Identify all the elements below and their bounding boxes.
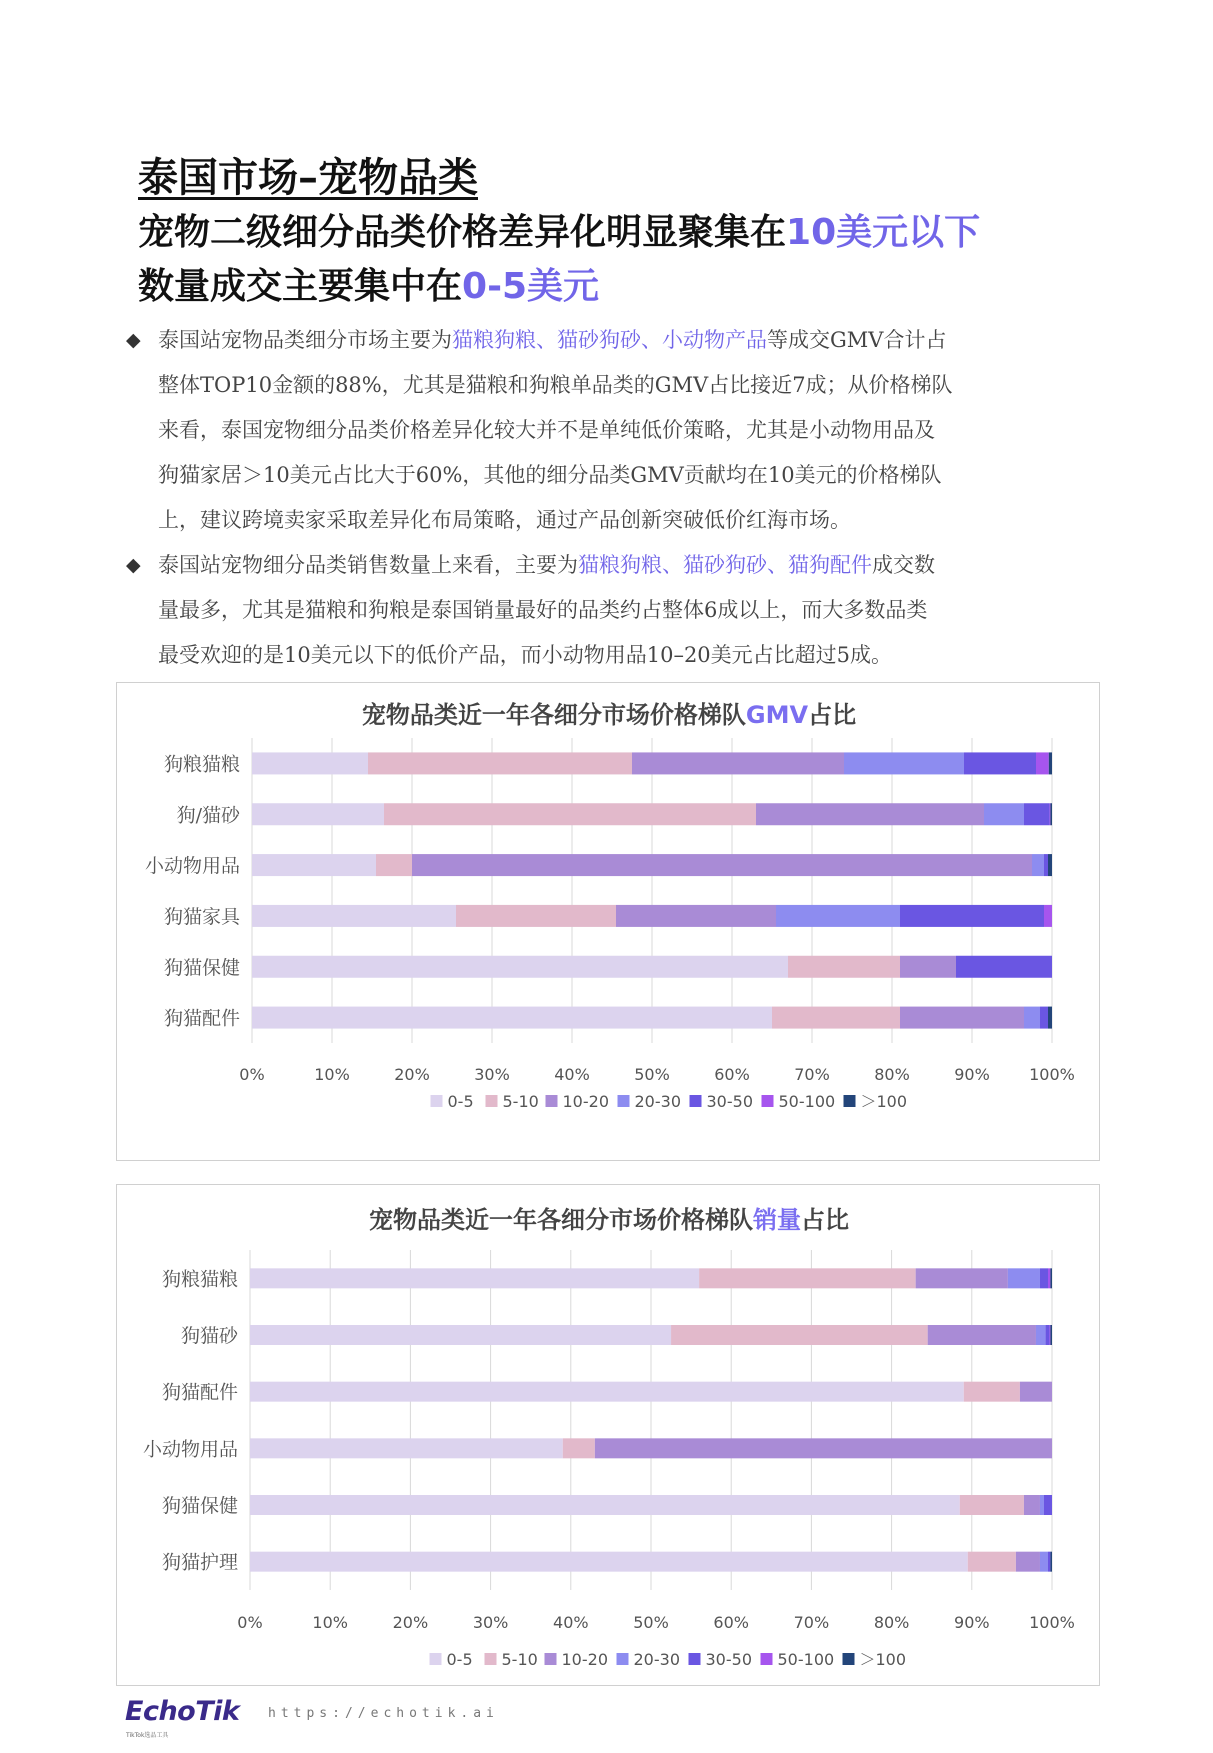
- bar-segment: [928, 1325, 1036, 1345]
- category-label: 小动物用品: [144, 855, 240, 878]
- legend-swatch: [762, 1095, 774, 1107]
- legend-label: 0-5: [447, 1092, 474, 1111]
- bar-segment: [1048, 1007, 1052, 1029]
- bar-segment: [1050, 803, 1051, 825]
- legend-swatch: [689, 1653, 701, 1665]
- subtitle-line-2: [138, 258, 599, 309]
- bullet-text-post: 成交数: [872, 553, 935, 577]
- bullet-paragraph-1: [126, 318, 1086, 543]
- legend-label: 10-20: [562, 1092, 609, 1111]
- bullet-line: [126, 633, 1086, 678]
- chart-title-hl: GMV: [745, 701, 809, 729]
- bar-segment: [756, 803, 984, 825]
- x-tick-label: 70%: [793, 1613, 830, 1632]
- diamond-bullet-icon: ◆: [126, 554, 141, 576]
- bullet-text-pre: 泰国站宠物品类细分市场主要为: [158, 328, 452, 352]
- legend-swatch: [761, 1653, 773, 1665]
- x-tick-label: 10%: [314, 1065, 350, 1084]
- bullet-paragraph-2: [126, 543, 1086, 678]
- bar-segment: [1046, 1325, 1050, 1345]
- legend-swatch: [546, 1095, 558, 1107]
- bar-segment: [412, 854, 1032, 876]
- bullet-text-pre: 泰国站宠物细分品类销售数量上来看，主要为: [158, 553, 578, 577]
- bar-segment: [960, 1495, 1024, 1515]
- legend-swatch: [690, 1095, 702, 1107]
- bar-segment: [1050, 803, 1052, 825]
- sales-chart: [117, 1185, 1101, 1687]
- category-label: 狗猫保健: [163, 956, 240, 979]
- bar-segment: [1032, 854, 1044, 876]
- bar-segment: [1020, 1382, 1052, 1402]
- bar-segment: [1050, 1325, 1052, 1345]
- legend-label: 20-30: [633, 1650, 680, 1669]
- category-label: 小动物用品: [142, 1438, 238, 1461]
- category-label: 狗猫护理: [161, 1551, 238, 1574]
- legend-label: 30-50: [705, 1650, 752, 1669]
- subtitle-1-text: 宠物二级细分品类价格差异化明显聚集在: [138, 212, 787, 253]
- subtitle-1-highlight: 10美元以下: [786, 212, 981, 253]
- chart-title: [362, 701, 856, 729]
- bar-segment: [252, 803, 384, 825]
- bullet-text-pre: 最受欢迎的是10美元以下的低价产品，而小动物用品10–20美元占比超过5成。: [158, 643, 893, 667]
- bar-segment: [616, 905, 776, 927]
- legend-label: 30-50: [706, 1092, 753, 1111]
- bar-segment: [1024, 1495, 1040, 1515]
- chart-title-post: 占比: [808, 701, 857, 729]
- subtitle-2-text: 数量成交主要集中在: [138, 266, 463, 307]
- legend-swatch: [618, 1095, 630, 1107]
- category-label: 狗/猫砂: [176, 804, 240, 827]
- bullet-line: [126, 363, 1086, 408]
- legend-swatch: [844, 1095, 856, 1107]
- bar-segment: [252, 752, 368, 774]
- x-tick-label: 20%: [394, 1065, 430, 1084]
- bullet-text-accent: 猫粮狗粮、猫砂狗砂、猫狗配件: [578, 553, 872, 577]
- diamond-bullet-icon: ◆: [126, 329, 141, 351]
- chart-title-hl: 销量: [753, 1206, 801, 1234]
- bar-segment: [1008, 1268, 1040, 1288]
- bar-segment: [776, 905, 900, 927]
- legend-label: ＞100: [859, 1650, 907, 1669]
- x-tick-label: 30%: [474, 1065, 510, 1084]
- bullet-line: [126, 408, 1086, 453]
- bar-segment: [964, 1382, 1020, 1402]
- page-title: 泰国市场–宠物品类: [138, 154, 478, 201]
- bar-segment: [772, 1007, 900, 1029]
- bar-segment: [1036, 752, 1049, 774]
- bar-segment: [671, 1325, 928, 1345]
- gmv-chart: [117, 683, 1101, 1162]
- bar-segment: [252, 854, 376, 876]
- bar-segment: [699, 1268, 916, 1288]
- x-tick-label: 40%: [553, 1613, 589, 1632]
- bar-segment: [1024, 803, 1050, 825]
- x-tick-label: 0%: [237, 1613, 263, 1632]
- subtitle-line-1: [138, 204, 980, 255]
- bar-segment: [788, 956, 900, 978]
- legend-swatch: [545, 1653, 557, 1665]
- bullet-line: [126, 588, 1086, 633]
- bar-segment: [595, 1438, 1052, 1458]
- chart-title-pre: 宠物品类近一年各细分市场价格梯队: [369, 1206, 753, 1234]
- bar-segment: [250, 1268, 699, 1288]
- subtitle-2-highlight: 0-5美元: [462, 266, 600, 307]
- x-tick-label: 100%: [1029, 1613, 1075, 1632]
- category-label: 狗猫保健: [161, 1495, 238, 1517]
- bullet-line: [126, 453, 1086, 498]
- bar-segment: [1049, 752, 1052, 774]
- bar-segment: [956, 956, 1052, 978]
- bar-segment: [1050, 1325, 1051, 1345]
- category-label: 狗猫砂: [180, 1325, 238, 1347]
- bar-segment: [456, 905, 616, 927]
- bar-segment: [1024, 1007, 1040, 1029]
- bullet-line: [126, 543, 1086, 588]
- bar-segment: [250, 1382, 964, 1402]
- bar-segment: [376, 854, 412, 876]
- echotik-logo: EchoTik: [125, 1696, 240, 1727]
- x-tick-label: 90%: [954, 1613, 990, 1632]
- bar-segment: [968, 1552, 1016, 1572]
- bar-segment: [964, 752, 1036, 774]
- legend-label: ＞100: [860, 1092, 908, 1111]
- bullet-text-accent: 猫粮狗粮、猫砂狗砂、小动物产品: [452, 328, 767, 352]
- legend-swatch: [430, 1653, 442, 1665]
- bar-segment: [250, 1325, 671, 1345]
- x-tick-label: 60%: [714, 1065, 750, 1084]
- x-tick-label: 50%: [633, 1613, 669, 1632]
- legend-swatch: [485, 1653, 497, 1665]
- bar-segment: [1040, 1552, 1048, 1572]
- category-label: 狗猫配件: [163, 1007, 240, 1030]
- bullet-text-post: 等成交GMV合计占: [767, 328, 947, 352]
- x-tick-label: 80%: [873, 1613, 910, 1632]
- bar-segment: [1048, 1268, 1050, 1288]
- x-tick-label: 20%: [392, 1613, 429, 1632]
- x-tick-label: 70%: [794, 1065, 830, 1084]
- bullet-text-pre: 整体TOP10金额的88%，尤其是猫粮和狗粮单品类的GMV占比接近7成；从价格梯队: [158, 373, 953, 397]
- chart-title-post: 占比: [801, 1206, 849, 1234]
- legend-swatch: [431, 1095, 443, 1107]
- bar-segment: [916, 1268, 1008, 1288]
- bullet-text-pre: 狗猫家居＞10美元占比大于60%，其他的细分品类GMV贡献均在10美元的价格梯队: [158, 463, 942, 487]
- legend-label: 20-30: [634, 1092, 681, 1111]
- bar-segment: [632, 752, 844, 774]
- bullet-text-pre: 上，建议跨境卖家采取差异化布局策略，通过产品创新突破低价红海市场。: [158, 508, 851, 532]
- bar-segment: [1040, 1268, 1048, 1288]
- bar-segment: [563, 1438, 595, 1458]
- legend-label: 10-20: [561, 1650, 608, 1669]
- x-tick-label: 10%: [312, 1613, 348, 1632]
- bullet-line: [126, 318, 1086, 363]
- bar-segment: [250, 1438, 563, 1458]
- x-tick-label: 100%: [1029, 1065, 1075, 1084]
- sales-chart-panel: [116, 1184, 1100, 1686]
- bar-segment: [1036, 1325, 1046, 1345]
- legend-swatch: [617, 1653, 629, 1665]
- legend-label: 5-10: [502, 1092, 539, 1111]
- category-label: 狗猫家具: [163, 905, 240, 928]
- bar-segment: [1048, 854, 1052, 876]
- bar-segment: [1050, 1552, 1052, 1572]
- bar-segment: [250, 1495, 960, 1515]
- bar-segment: [1044, 854, 1048, 876]
- bar-segment: [1044, 1495, 1052, 1515]
- x-tick-label: 40%: [554, 1065, 590, 1084]
- legend-swatch: [486, 1095, 498, 1107]
- category-label: 狗粮猫粮: [161, 1268, 238, 1291]
- bar-segment: [1040, 1007, 1048, 1029]
- chart-title-pre: 宠物品类近一年各细分市场价格梯队: [361, 701, 746, 729]
- bar-segment: [252, 956, 788, 978]
- bar-segment: [1016, 1552, 1040, 1572]
- bar-segment: [984, 803, 1024, 825]
- legend-label: 0-5: [446, 1650, 473, 1669]
- bar-segment: [1048, 1552, 1050, 1572]
- logo-tagline: TikTok选品工具: [126, 1732, 169, 1739]
- chart-title: [369, 1206, 849, 1234]
- footer-url: https://echotik.ai: [268, 1706, 499, 1721]
- bar-segment: [900, 1007, 1024, 1029]
- bar-segment: [844, 752, 964, 774]
- x-tick-label: 0%: [239, 1065, 265, 1084]
- category-label: 狗猫配件: [161, 1381, 238, 1404]
- bar-segment: [1050, 1268, 1052, 1288]
- bar-segment: [1044, 905, 1052, 927]
- bar-segment: [900, 905, 1044, 927]
- bar-segment: [252, 905, 456, 927]
- legend-label: 5-10: [501, 1650, 538, 1669]
- bar-segment: [384, 803, 756, 825]
- bar-segment: [250, 1552, 968, 1572]
- legend-swatch: [843, 1653, 855, 1665]
- legend-label: 50-100: [778, 1092, 836, 1111]
- bullet-text-pre: 来看，泰国宠物细分品类价格差异化较大并不是单纯低价策略，尤其是小动物用品及: [158, 418, 935, 442]
- bar-segment: [1040, 1495, 1044, 1515]
- bar-segment: [252, 1007, 772, 1029]
- x-tick-label: 80%: [874, 1065, 910, 1084]
- x-tick-label: 30%: [472, 1613, 509, 1632]
- bar-segment: [900, 956, 956, 978]
- bullet-line: [126, 498, 1086, 543]
- category-label: 狗粮猫粮: [163, 753, 240, 776]
- x-tick-label: 50%: [634, 1065, 670, 1084]
- bar-segment: [368, 752, 632, 774]
- bullet-text-pre: 量最多，尤其是猫粮和狗粮是泰国销量最好的品类约占整体6成以上，而大多数品类: [158, 598, 928, 622]
- gmv-chart-panel: [116, 682, 1100, 1161]
- x-tick-label: 60%: [713, 1613, 749, 1632]
- x-tick-label: 90%: [954, 1065, 990, 1084]
- legend-label: 50-100: [777, 1650, 835, 1669]
